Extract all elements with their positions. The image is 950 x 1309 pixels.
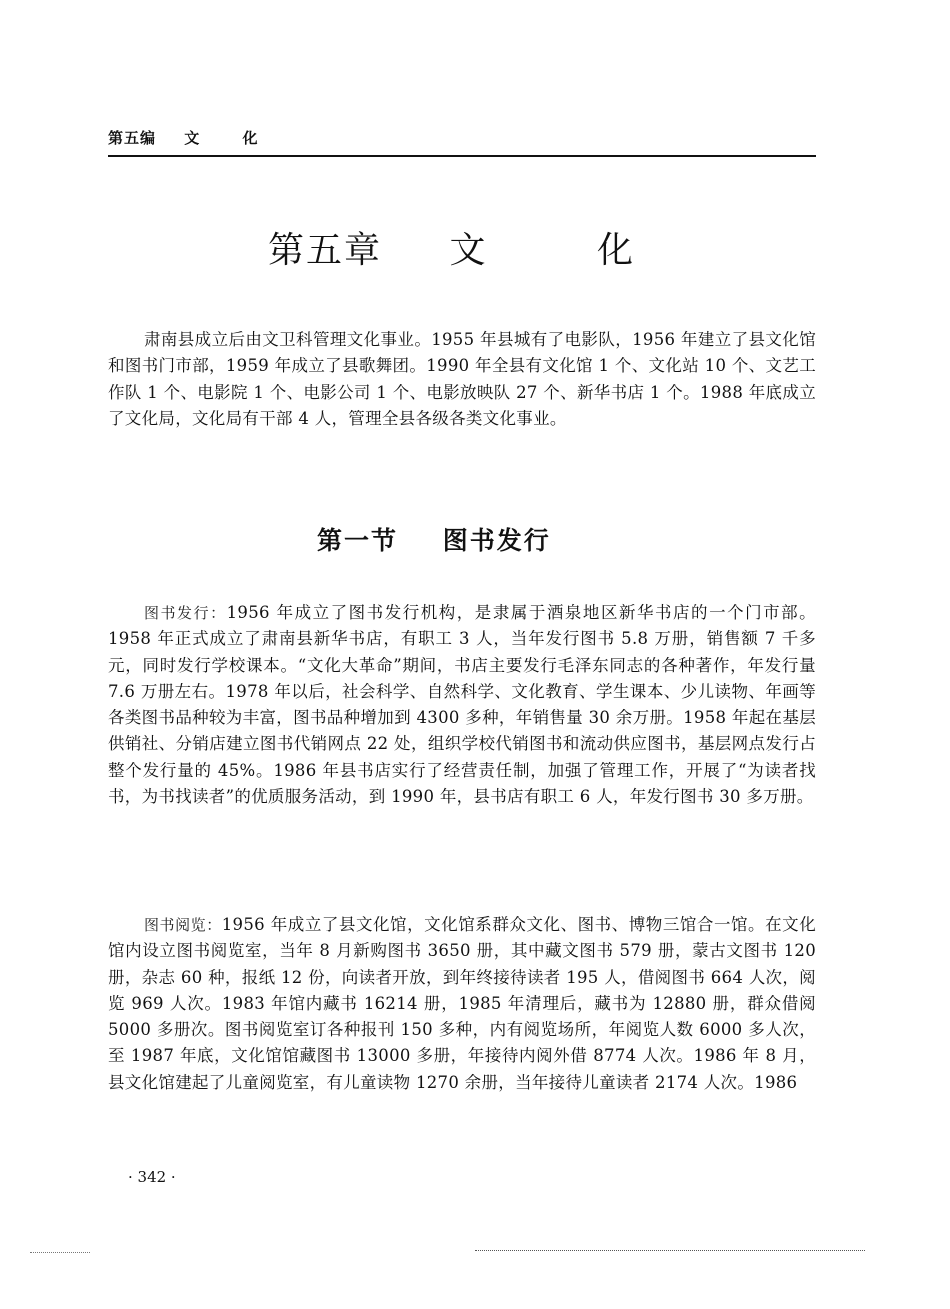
intro-paragraph: 肃南县成立后由文卫科管理文化事业。1955 年县城有了电影队，1956 年建立了县文化馆和图书门市部，1959 年成立了县歌舞团。1990 年全县有文化馆 1 个、文化站 10 个、文艺工作队 1 个、电影院 1 个、电影公司 1 个、电影放映队 27 个、新华书店 1 个。1988 年底成立了文化局，文化局有干部 4 人，管理全县各级各类文化事业。 bbox=[108, 330, 816, 428]
page-number: · 342 · bbox=[128, 1168, 176, 1186]
paragraph-text: 1956 年成立了图书发行机构，是隶属于酒泉地区新华书店的一个门市部。1958 年正式成立了肃南县新华书店，有职工 3 人，当年发行图书 5.8 万册，销售额 7 千多元，同时发行学校课本。“文化大革命”期间，书店主要发行毛泽东同志的各种著作，年发行量 7.6 万册左右。1978 年以后，社会科学、自然科学、文化教育、学生课本、少儿读物、年画等各类图书品种较为丰富，图书品种增加到 4300 多种，年销售量 30 余万册。1958 年起在基层供销社、分销店建立图书代销网点 22 处，组织学校代销图书和流动供应图书，基层网点发行占整个发行量的 45%。1986 年县书店实行了经营责任制，加强了管理工作，开展了“为读者找书，为书找读者”的优质服务活动，到 1990 年，县书店有职工 6 人，年发行图书 30 多万册。 bbox=[108, 603, 816, 807]
paragraph-text: 1956 年成立了县文化馆，文化馆系群众文化、图书、博物三馆合一馆。在文化馆内设立图书阅览室，当年 8 月新购图书 3650 册，其中藏文图书 579 册，蒙古文图书 120 册，杂志 60 种，报纸 12 份，向读者开放，到年终接待读者 195 人，借阅图书 664 人次，阅览 969 人次。1983 年馆内藏书 16214 册，1985 年清理后，藏书为 12880 册，群众借阅 5000 多册次。图书阅览室订各种报刊 150 多种，内有阅览场所，年阅览人数 6000 多人次，至 1987 年底，文化馆馆藏图书 13000 多册，年接待内阅外借 8774 人次。1986 年 8 月，县文化馆建起了儿童阅览室，有儿童读物 1270 余册，当年接待儿童读者 2174 人次。1986 bbox=[108, 915, 816, 1092]
paragraph-book-distribution bbox=[108, 600, 816, 810]
paragraph-lead: 图书发行： bbox=[144, 604, 227, 622]
header-edition: 第五编 bbox=[108, 129, 157, 147]
chapter-title-char-2: 化 bbox=[596, 230, 635, 271]
chapter-title-char-1: 文 bbox=[449, 230, 488, 271]
chapter-number: 第五章 bbox=[268, 230, 383, 271]
header-title-char-1: 文 bbox=[184, 129, 201, 147]
section-number: 第一节 bbox=[317, 526, 399, 555]
paragraph-lead: 图书阅览： bbox=[144, 916, 222, 934]
header-title-char-2: 化 bbox=[242, 129, 259, 147]
section-heading: 图书发行 bbox=[442, 526, 551, 555]
header-rule bbox=[108, 155, 816, 157]
paragraph-book-reading bbox=[108, 912, 816, 1096]
scan-edge-line bbox=[475, 1250, 865, 1251]
section-title bbox=[317, 521, 551, 557]
scan-edge-line bbox=[30, 1252, 90, 1253]
chapter-title bbox=[268, 222, 635, 273]
running-header bbox=[108, 127, 816, 148]
